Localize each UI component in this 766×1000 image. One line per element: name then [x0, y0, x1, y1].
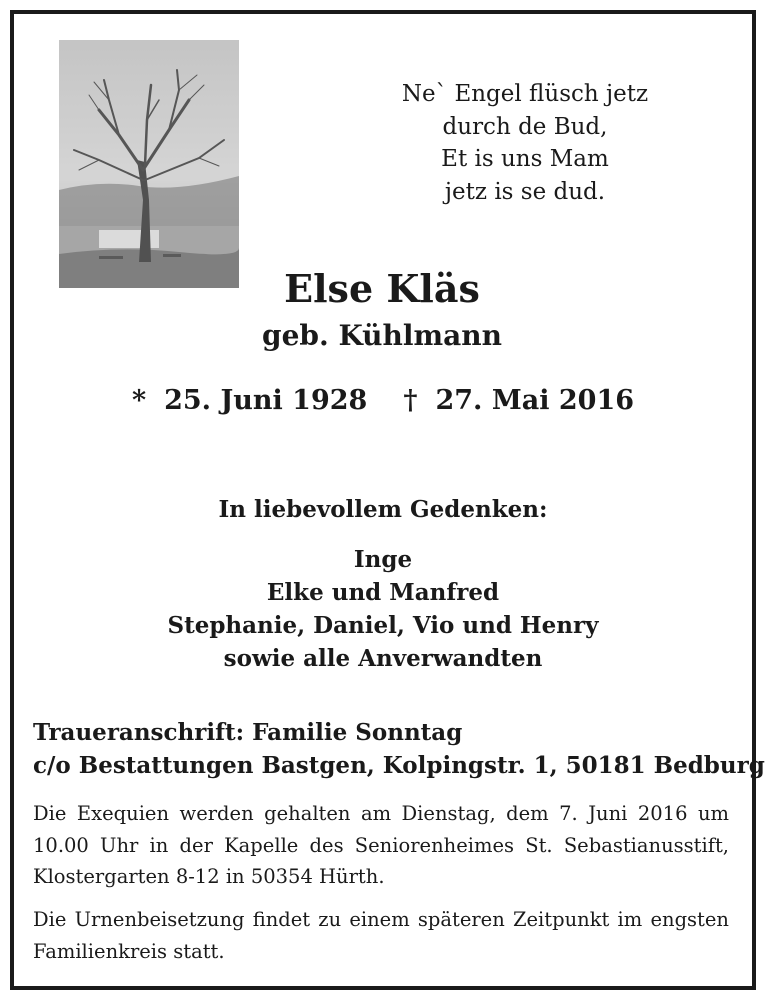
poem-line: jetz is se dud.	[444, 178, 606, 205]
death-cross-icon: †	[403, 385, 418, 416]
mourner: Inge	[353, 546, 413, 573]
mourning-address	[33, 716, 765, 782]
maiden-name: geb. Kühlmann	[261, 319, 503, 352]
poem-line: Et is uns Mam	[441, 146, 609, 172]
urn-burial-text: Die Urnenbeisetzung findet zu einem späteren Zeitpunkt im engsten Familienkreis statt.	[33, 908, 729, 963]
birth-star-icon: *	[131, 385, 147, 416]
poem	[380, 78, 670, 208]
mourner: sowie alle Anverwandten	[223, 645, 543, 672]
funeral-service-text: Die Exequien werden gehalten am Dienstag, dem 7. Juni 2016 um 10.00 Uhr in der Kapelle des Seniorenheimes St. Sebastianusstift, Klostergarten 8-12 in 50354 Hürth.	[33, 802, 729, 888]
tree-photo	[59, 40, 239, 288]
poem-line: Ne` Engel flüsch jetz	[401, 81, 649, 107]
deceased-name: Else Kläs	[284, 266, 480, 311]
mourners-list	[130, 543, 636, 675]
tree-image	[59, 40, 239, 288]
death-date: 27. Mai 2016	[435, 385, 635, 416]
address-line: c/o Bestattungen Bastgen, Kolpingstr. 1, 50181 Bedburg	[33, 752, 765, 779]
poem-line: durch de Bud,	[442, 113, 608, 140]
memory-heading: In liebevollem Gedenken:	[218, 496, 548, 523]
mourner: Stephanie, Daniel, Vio und Henry	[167, 612, 599, 639]
address-line: Traueranschrift: Familie Sonntag	[33, 719, 463, 746]
life-dates	[100, 383, 666, 419]
birth-date: 25. Juni 1928	[164, 385, 368, 416]
mourner: Elke und Manfred	[266, 579, 500, 606]
